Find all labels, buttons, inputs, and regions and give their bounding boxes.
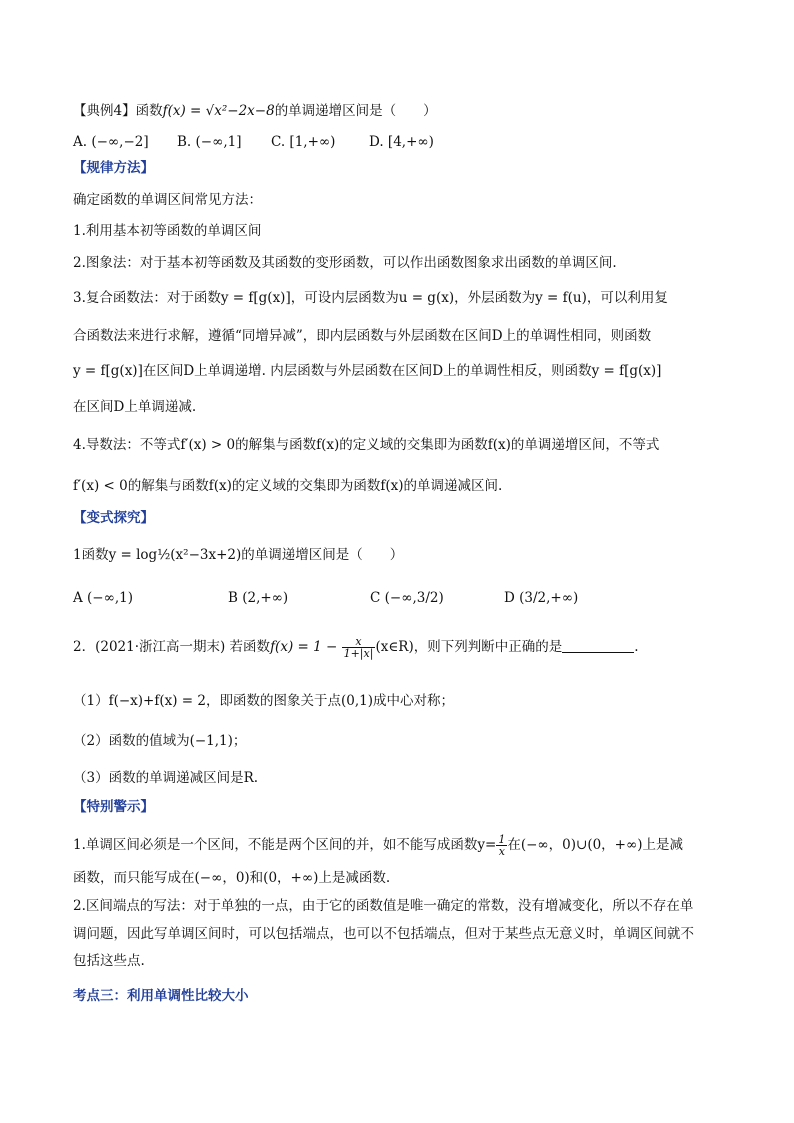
warning-heading: 【特别警示】 [73,799,154,815]
statement-1: （1）f(−x)+f(x) = 2，即函数的图象关于点(0,1)成中心对称； [73,693,454,709]
method-item-4-line-2: f′(x) < 0的解集与函数f(x)的定义域的交集即为函数f(x)的单调递减区间. [73,478,503,494]
warning-p2-line-1: 2.区间端点的写法：对于单独的一点，由于它的函数值是唯一确定的常数，没有增减变化，所以不存在单 [73,898,694,914]
example4-tag: 【典例4】 [73,103,136,119]
q1-option-a: A (−∞,1) [73,590,134,606]
variant-q1-options [73,588,724,608]
warning-p1-fraction [496,834,507,857]
warning-p1-numerator: 1 [498,833,506,846]
q1-option-b: B (2,+∞) [228,590,289,606]
method-item-1: 1.利用基本初等函数的单调区间 [73,223,262,239]
example4-question [73,101,724,121]
option-d: D. [4,+∞) [369,134,434,150]
q2-fraction [342,636,376,659]
method-heading: 【规律方法】 [73,160,154,176]
option-a: A. (−∞,−2] [73,134,149,150]
warning-p1-text-a: 1.单调区间必须是一个区间，不能是两个区间的并，如不能写成函数y= [73,837,497,853]
statement-2: （2）函数的值域为(−1,1)； [73,733,247,749]
q2-suffix: (x∈R)，则下列判断中正确的是 [375,639,563,655]
q1-option-d: D (3/2,+∞) [504,590,579,606]
warning-p2-line-2: 调问题，因此写单调区间时，可以包括端点，也可以不包括端点，但对于某些点无意义时，单调区间就不 [73,926,694,942]
variant-q1: 1函数y = log½(x²−3x+2)的单调递增区间是（ ） [73,547,404,563]
option-b: B. (−∞,1] [177,134,242,150]
warning-p1-line-2: 函数，而只能写成在(−∞，0)和(0，+∞)上是减函数. [73,870,391,886]
q2-fraction-numerator: x [342,636,376,648]
q2-answer-blank[interactable] [562,638,634,653]
warning-p1-line-1 [73,834,724,857]
warning-p1-denominator: x [498,845,505,858]
warning-p2-line-3: 包括这些点. [73,953,145,969]
example4-suffix: 的单调递增区间是（ ） [274,103,437,119]
variant-heading: 【变式探究】 [73,510,154,526]
warning-p1-text-b: 在(−∞，0)∪(0，+∞)上是减 [507,837,683,853]
method-item-3-line-3: y = f[g(x)]在区间D上单调递增. 内层函数与外层函数在区间D上的单调性相反，则函数y = f[g(x)] [73,363,662,379]
q2-formula: f(x) = 1 − [270,639,338,655]
method-item-3-line-2: 合函数法来进行求解，遵循“同增异减”，即内层函数与外层函数在区间D上的单调性相同，则函数 [73,328,652,344]
variant-q2 [73,636,724,659]
method-item-2: 2.图象法：对于基本初等函数及其函数的变形函数，可以作出函数图象求出函数的单调区间. [73,255,617,271]
method-item-4-line-1: 4.导数法：不等式f′(x) > 0的解集与函数f(x)的定义域的交集即为函数f(x)的单调递增区间，不等式 [73,437,660,453]
example4-formula: f(x) = √x²−2x−8 [162,103,275,119]
q2-prefix: 2．(2021·浙江高一期末) 若函数 [73,639,271,655]
q2-fraction-denominator: 1+|x| [343,647,374,660]
option-c: C. [1,+∞) [271,134,336,150]
statement-3: （3）函数的单调递减区间是R. [73,770,259,786]
topic-3-heading: 考点三：利用单调性比较大小 [73,988,249,1004]
example4-prefix: 函数 [135,103,163,119]
q2-end: . [634,639,639,655]
example4-options [73,132,724,152]
method-item-3-line-1: 3.复合函数法：对于函数y = f[g(x)]，可设内层函数为u = g(x)，外层函数为y = f(u)，可以利用复 [73,290,668,306]
q1-option-c: C (−∞,3/2) [370,590,444,606]
method-item-3-line-4: 在区间D上单调递减. [73,399,197,415]
method-intro: 确定函数的单调区间常见方法： [73,192,262,208]
